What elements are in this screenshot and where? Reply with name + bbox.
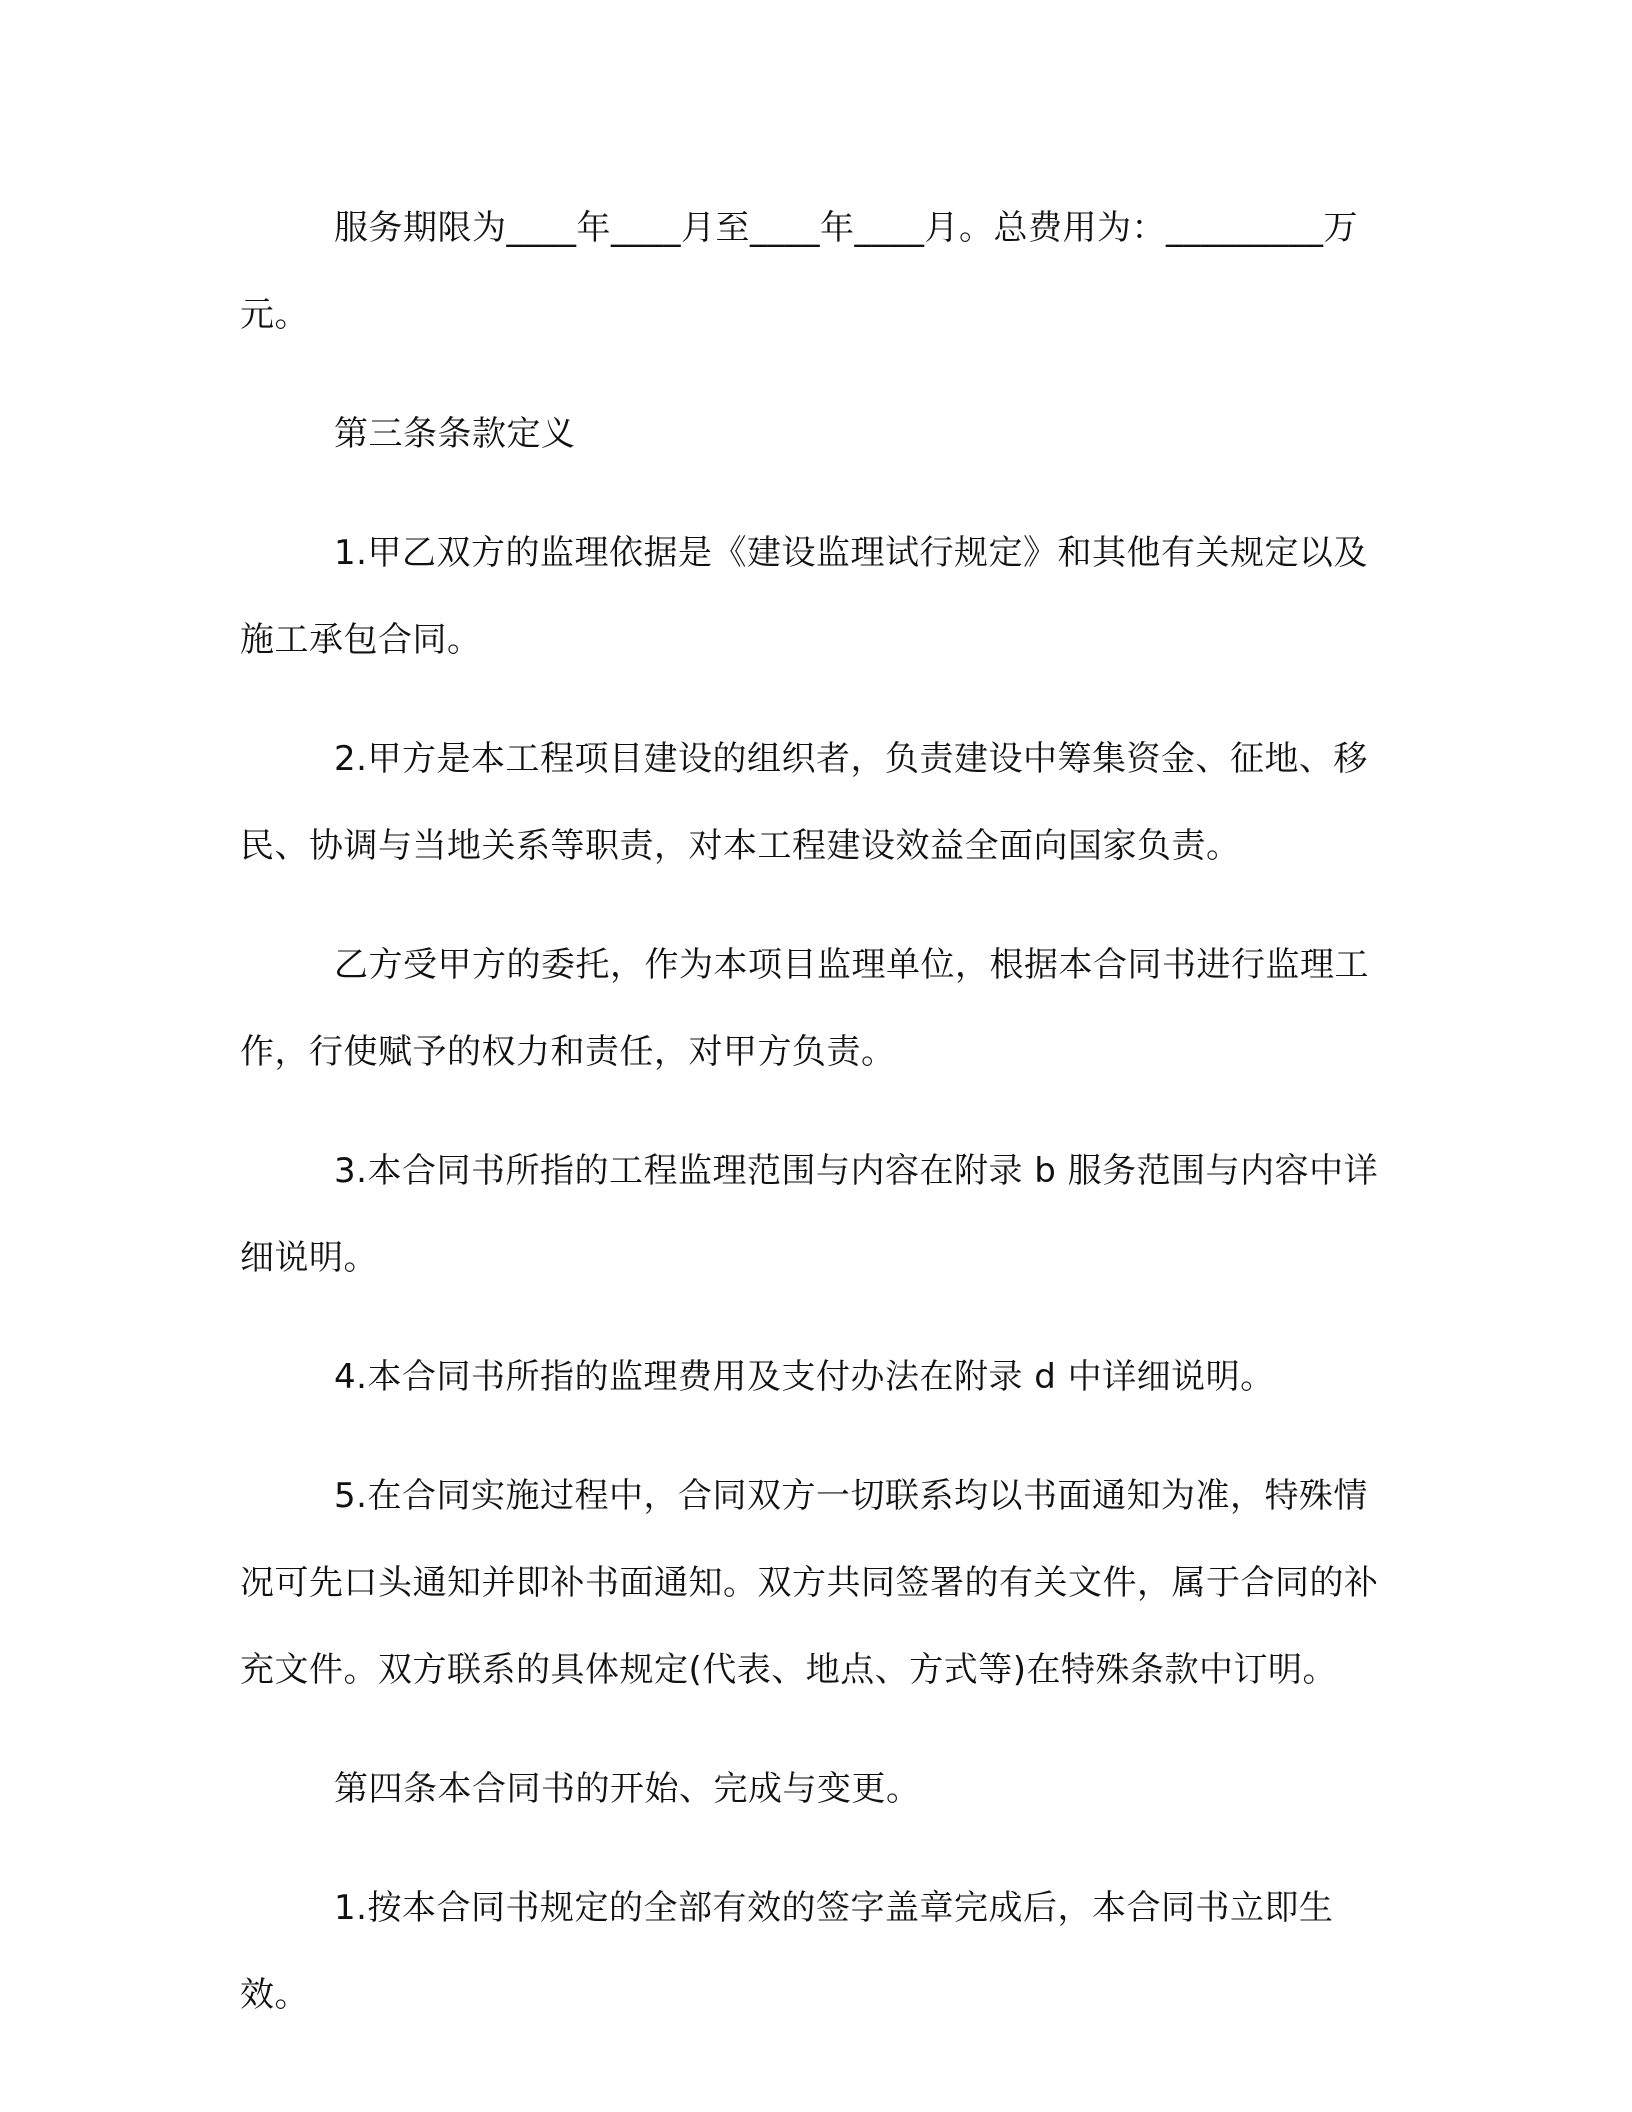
paragraph-clause-3-1: 1.甲乙双方的监理依据是《建设监理试行规定》和其他有关规定以及施工承包合同。 [240,533,1368,660]
paragraph-service-period: 服务期限为____年____月至____年____月。总费用为：_________万元。 [240,208,1358,335]
paragraph-clause-3-2: 2.甲方是本工程项目建设的组织者，负责建设中筹集资金、征地、移民、协调与当地关系等职责，对本工程建设效益全面向国家负责。 [240,739,1368,866]
heading-article-3: 第三条条款定义 [334,414,576,454]
paragraph-clause-3-3: 3.本合同书所指的工程监理范围与内容在附录 b 服务范围与内容中详细说明。 [240,1151,1379,1278]
paragraph-clause-3-5: 5.在合同实施过程中，合同双方一切联系均以书面通知为准，特殊情况可先口头通知并即补书面通知。双方共同签署的有关文件，属于合同的补充文件。双方联系的具体规定(代表、地点、方式等)在特殊条款中订明。 [240,1476,1379,1690]
paragraph-clause-3-4: 4.本合同书所指的监理费用及支付办法在附录 d 中详细说明。 [334,1357,1275,1397]
heading-article-4: 第四条本合同书的开始、完成与变更。 [334,1769,921,1809]
paragraph-party-b: 乙方受甲方的委托，作为本项目监理单位，根据本合同书进行监理工作，行使赋予的权力和责任，对甲方负责。 [240,945,1369,1072]
document-body [240,185,1390,2071]
paragraph-clause-4-1: 1.按本合同书规定的全部有效的签字盖章完成后，本合同书立即生效。 [240,1888,1334,2015]
